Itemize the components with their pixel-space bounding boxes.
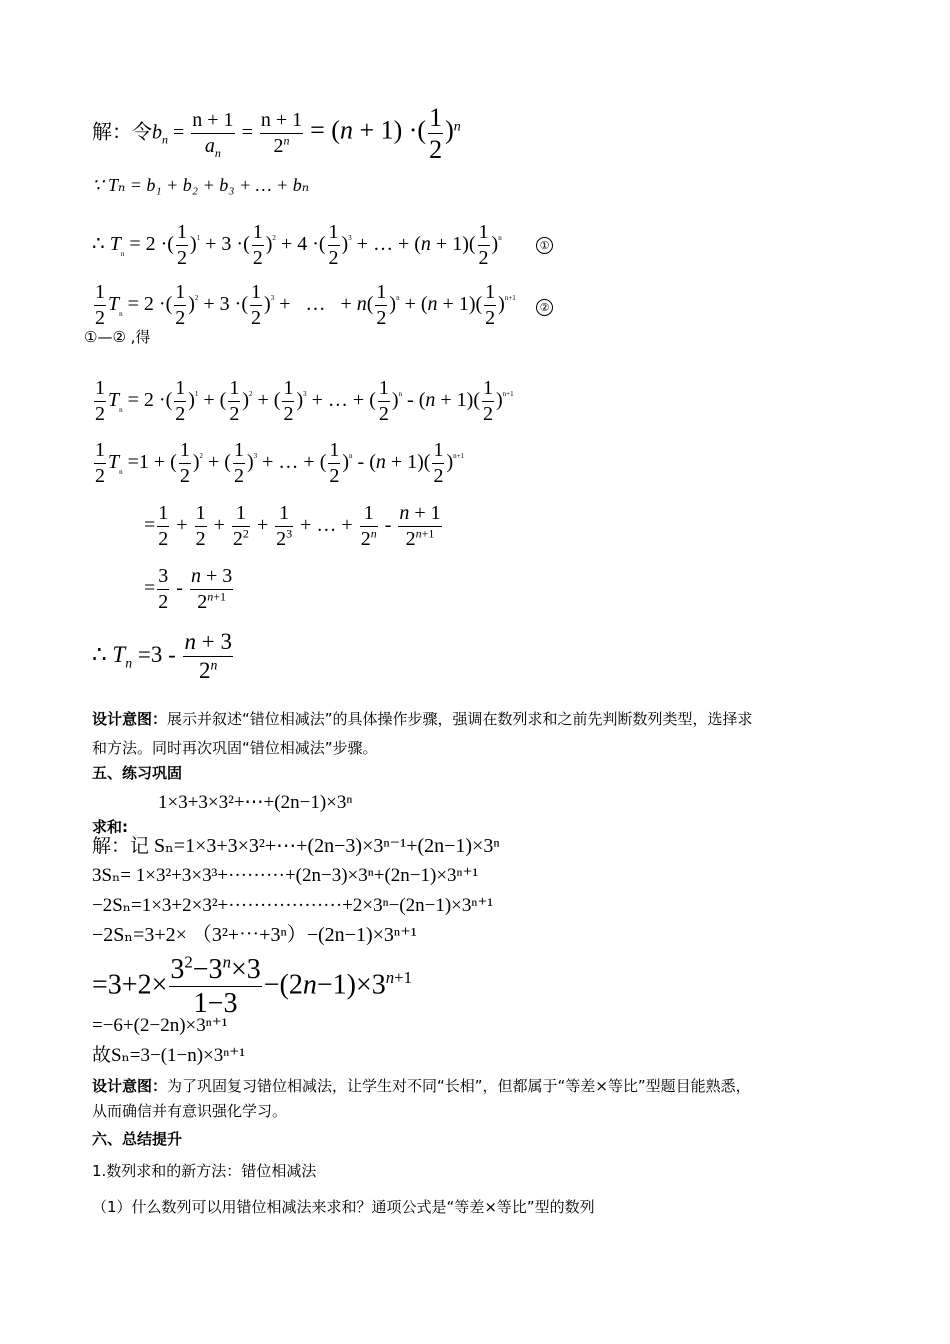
solution-intro-label: 解：令 <box>92 119 152 144</box>
exercise-final-line: 故Sₙ=3−(1−n)×3ⁿ⁺¹ <box>92 1045 246 1066</box>
design-intent-2 <box>92 1074 751 1124</box>
sum-fractions-line: = $\frac{1}{2}$ + $\frac{1}{2}$ + $\frac{1}{2^2}$ + $\frac{1}{2^3}$ + … + $\frac{1}{2^n}$ - $\frac{n + 1}{2^{n+1}}$ <box>144 502 441 550</box>
summary-item-1: 1.数列求和的新方法：错位相减法 <box>92 1162 317 1180</box>
design-intent-1 <box>92 705 753 763</box>
subtracted-line-2: $\frac{1}{2}$ $T_n =1$ + ( $\frac{1}{2}$ )$^2$ + ( $\frac{1}{2}$ )$^3$ + … + ( $\frac{1}{2}$ )$^n$ - (n + 1)( $\frac{1}{2}$ )$^{n+1}$ <box>95 439 465 487</box>
section-6-heading: 六、总结提升 <box>92 1130 183 1148</box>
design-intent-2-text-2: 从而确信并有意识强化学习。 <box>92 1102 288 1120</box>
subtracted-line-1: $\frac{1}{2}$ $T_n = 2$ ·( $\frac{1}{2}$ )$^1$ + ( $\frac{1}{2}$ )$^2$ + ( $\frac{1}{2}$ )$^3$ + … + ( $\frac{1}{2}$ )$^n$ - (n + 1)( $\frac{1}{2}$ )$^{n+1}$ <box>95 377 514 425</box>
tn-expansion-line: ∴ $T_n = 2$ ·( $\frac{1}{2}$ )$^1$ + 3 ·( $\frac{1}{2}$ )$^2$ + 4 ·( $\frac{1}{2}$ )$^3$ + … + (n + 1)( $\frac{1}{2}$ )$^n$ <box>92 221 502 269</box>
design-intent-2-text: 为了巩固复习错位相减法，让学生对不同“长相”，但都属于“等差×等比”型题目能熟悉， <box>167 1077 751 1095</box>
exercise-eq6-line: =−6+(2−2n)×3ⁿ⁺¹ <box>92 1015 228 1036</box>
solution-intro-equation: 解：令$b_n$ = $\frac{n + 1}{a_n}$ = $\frac{n + 1}{2^n}$ = (n + 1) ·( $\frac{1}{2}$ )$^n$ <box>92 103 461 165</box>
section-5-heading: 五、练习巩固 <box>92 764 183 782</box>
exercise-m2s-line-b: −2Sₙ=3+2× （3²+⋯+3ⁿ）−(2n−1)×3ⁿ⁺¹ <box>92 924 417 946</box>
tn-definition-line: ∵ Tₙ = b₁ + b₂ + b₃ + … + bₙ <box>92 175 310 195</box>
summary-item-2: （1）什么数列可以用错位相减法来求和？通项公式是“等差×等比”型的数列 <box>92 1198 595 1216</box>
exercise-solution-line-1 <box>92 836 500 856</box>
exercise-m2s-line-a: −2Sₙ=1×3+2×3²+··················+2×3ⁿ−(2n−1)×3ⁿ⁺¹ <box>92 895 494 916</box>
design-intent-2-label: 设计意图： <box>92 1077 168 1095</box>
design-intent-1-label: 设计意图： <box>92 710 168 728</box>
exercise-problem: 1×3+3×3²+⋯+(2n−1)×3ⁿ <box>158 792 353 813</box>
exercise-solution-prefix: 解：记 <box>92 835 150 857</box>
design-intent-1-text: 展示并叙述“错位相减法”的具体操作步骤，强调在数列求和之前先判断数列类型，选择求 <box>167 710 753 728</box>
exercise-big-fraction-line: =3+2× $\frac{3^2-3^n\times 3}{1-3}$ $-(2n-1)\times 3^{n+1}$ <box>92 952 413 1020</box>
equation-mark-2: ② <box>536 296 553 316</box>
exercise-3s-line: 3Sₙ= 1×3²+3×3³+·········+(2n−3)×3ⁿ+(2n−1)×3ⁿ⁺¹ <box>92 865 479 886</box>
final-tn-line: ∴ $T_n =3$ - $\frac{n + 3}{2^n}$ <box>92 629 232 684</box>
half-tn-line: $\frac{1}{2}$ $T_n = 2$ ·( $\frac{1}{2}$ )$^2$ + 3 ·( $\frac{1}{2}$ )$^3$ + … + n( $\frac{1}{2}$ )$^n$ + (n + 1)( $\frac{1}{2}$ )$^{n+1}$ <box>95 281 516 329</box>
equation-mark-1: ① <box>536 234 553 254</box>
exercise-s-definition: Sₙ=1×3+3×3²+⋯+(2n−3)×3ⁿ⁻¹+(2n−1)×3ⁿ <box>154 835 500 857</box>
exercise-task: 求和: <box>92 818 128 836</box>
simplified-line: = $\frac{3}{2}$ - $\frac{n + 3}{2^{n+1}}$ <box>144 565 233 613</box>
subtract-note: ①—② ,得 <box>84 328 151 346</box>
design-intent-1-text-2: 和方法。同时再次巩固“错位相减法”步骤。 <box>92 739 378 757</box>
